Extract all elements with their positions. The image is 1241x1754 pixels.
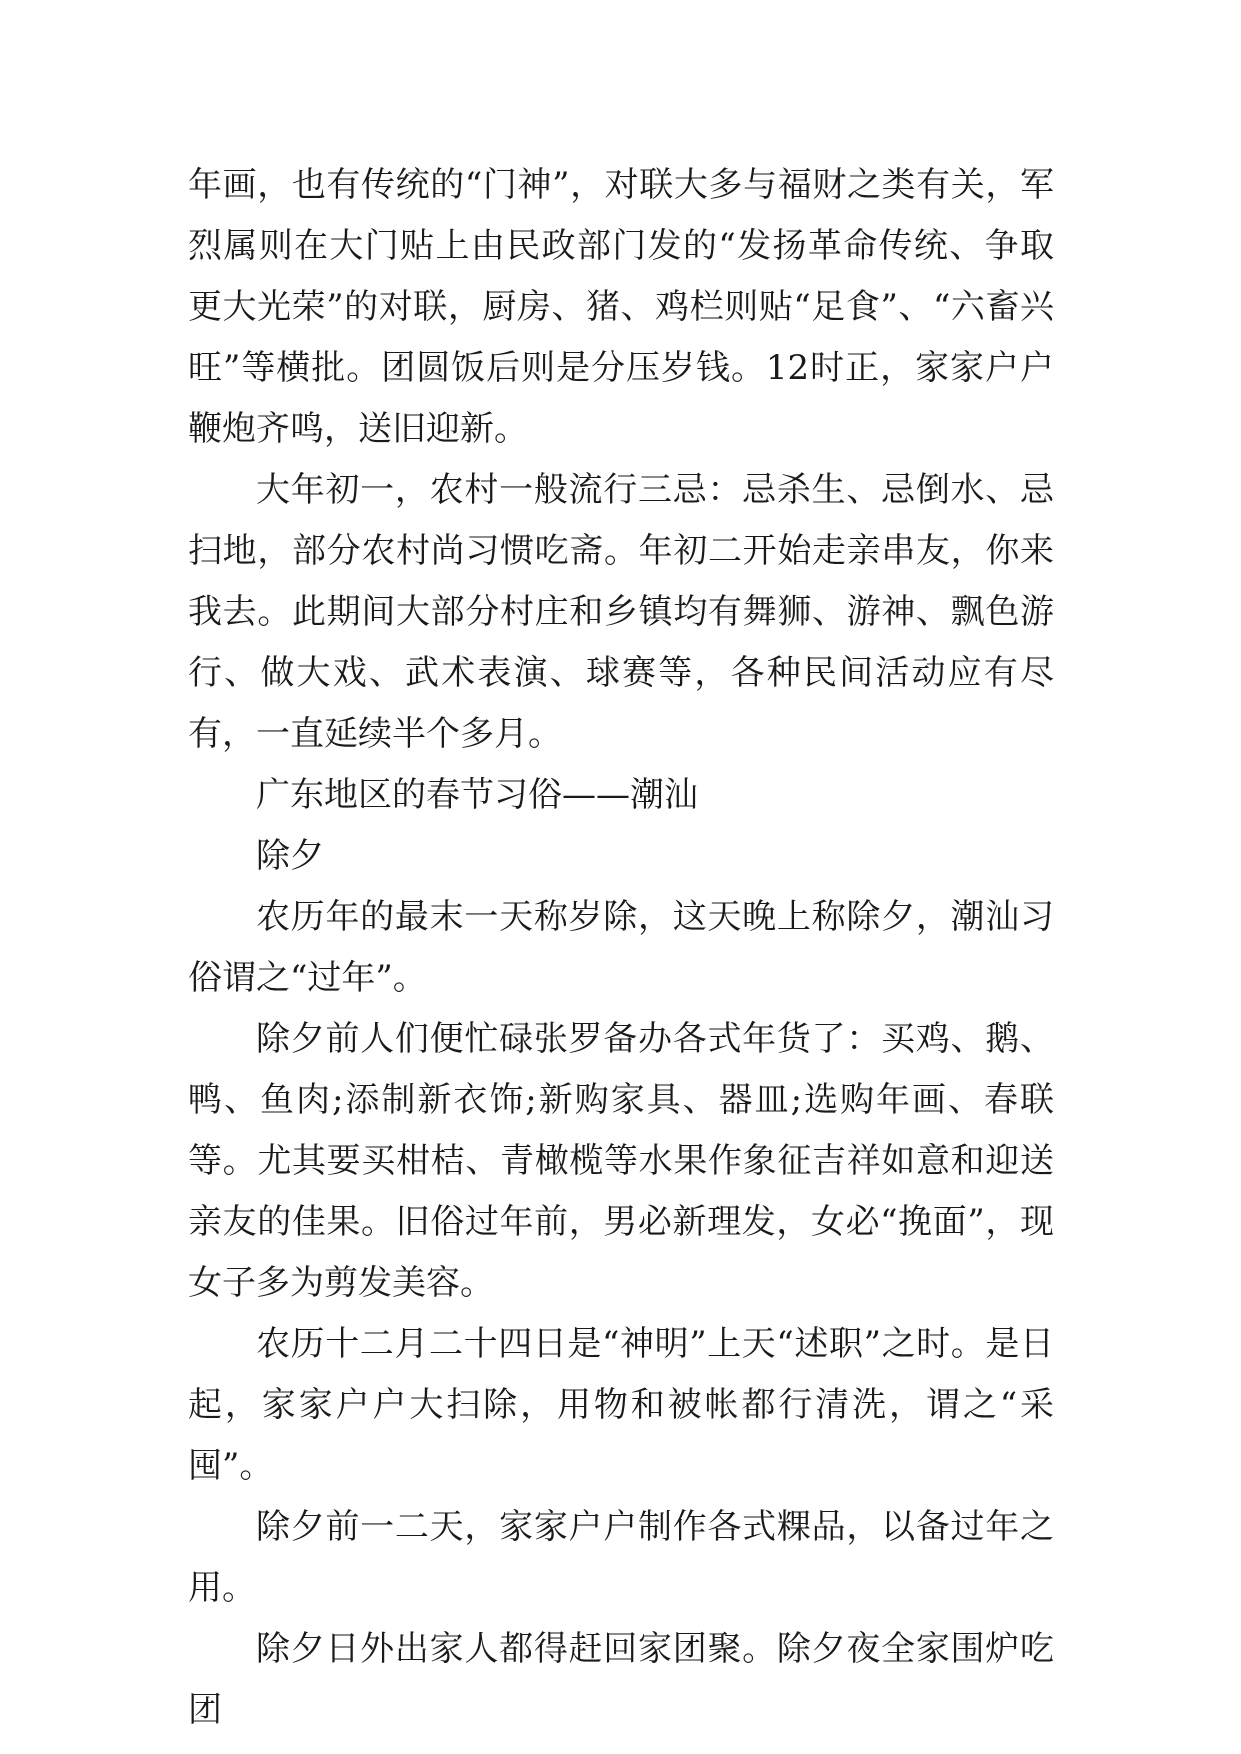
subheading-new-years-eve: 除夕 [256,836,324,876]
paragraph-new-year-paintings: 年画，也有传统的“门神”，对联大多与福财之类有关，军烈属则在大门贴上由民政部门发的“发扬革命传统、争取更大光荣”的对联，厨房、猪、鸡栏则贴“足食”、“六畜兴旺”等横批。团圆饭后则是分压岁钱。12时正，家家户户鞭炮齐鸣，送旧迎新。 [188,165,1054,449]
paragraph-first-day-taboos: 大年初一，农村一般流行三忌：忌杀生、忌倒水、忌扫地，部分农村尚习惯吃斋。年初二开始走亲串友，你来我去。此期间大部分村庄和乡镇均有舞狮、游神、飘色游行、做大戏、武术表演、球赛等，各种民间活动应有尽有，一直延续半个多月。 [188,470,1054,754]
paragraph-house-cleaning: 农历十二月二十四日是“神明”上天“述职”之时。是日起，家家户户大扫除，用物和被帐都行清洗，谓之“采囤”。 [188,1324,1054,1486]
section-heading-chaoshan: 广东地区的春节习俗——潮汕 [256,775,698,815]
paragraph-new-year-goods: 除夕前人们便忙碌张罗备办各式年货了：买鸡、鹅、鸭、鱼肉;添制新衣饰;新购家具、器皿;选购年画、春联等。尤其要买柑桔、青橄榄等水果作象征吉祥如意和迎送亲友的佳果。旧俗过年前，男必新理发，女必“挽面”，现女子多为剪发美容。 [188,1019,1054,1303]
paragraph-year-end-definition: 农历年的最末一天称岁除，这天晚上称除夕，潮汕习俗谓之“过年”。 [188,897,1054,998]
body-text [188,155,1054,1741]
paragraph-family-reunion: 除夕日外出家人都得赶回家团聚。除夕夜全家围炉吃团 [188,1629,1054,1730]
paragraph-rice-cakes: 除夕前一二天，家家户户制作各式粿品，以备过年之用。 [188,1507,1054,1608]
